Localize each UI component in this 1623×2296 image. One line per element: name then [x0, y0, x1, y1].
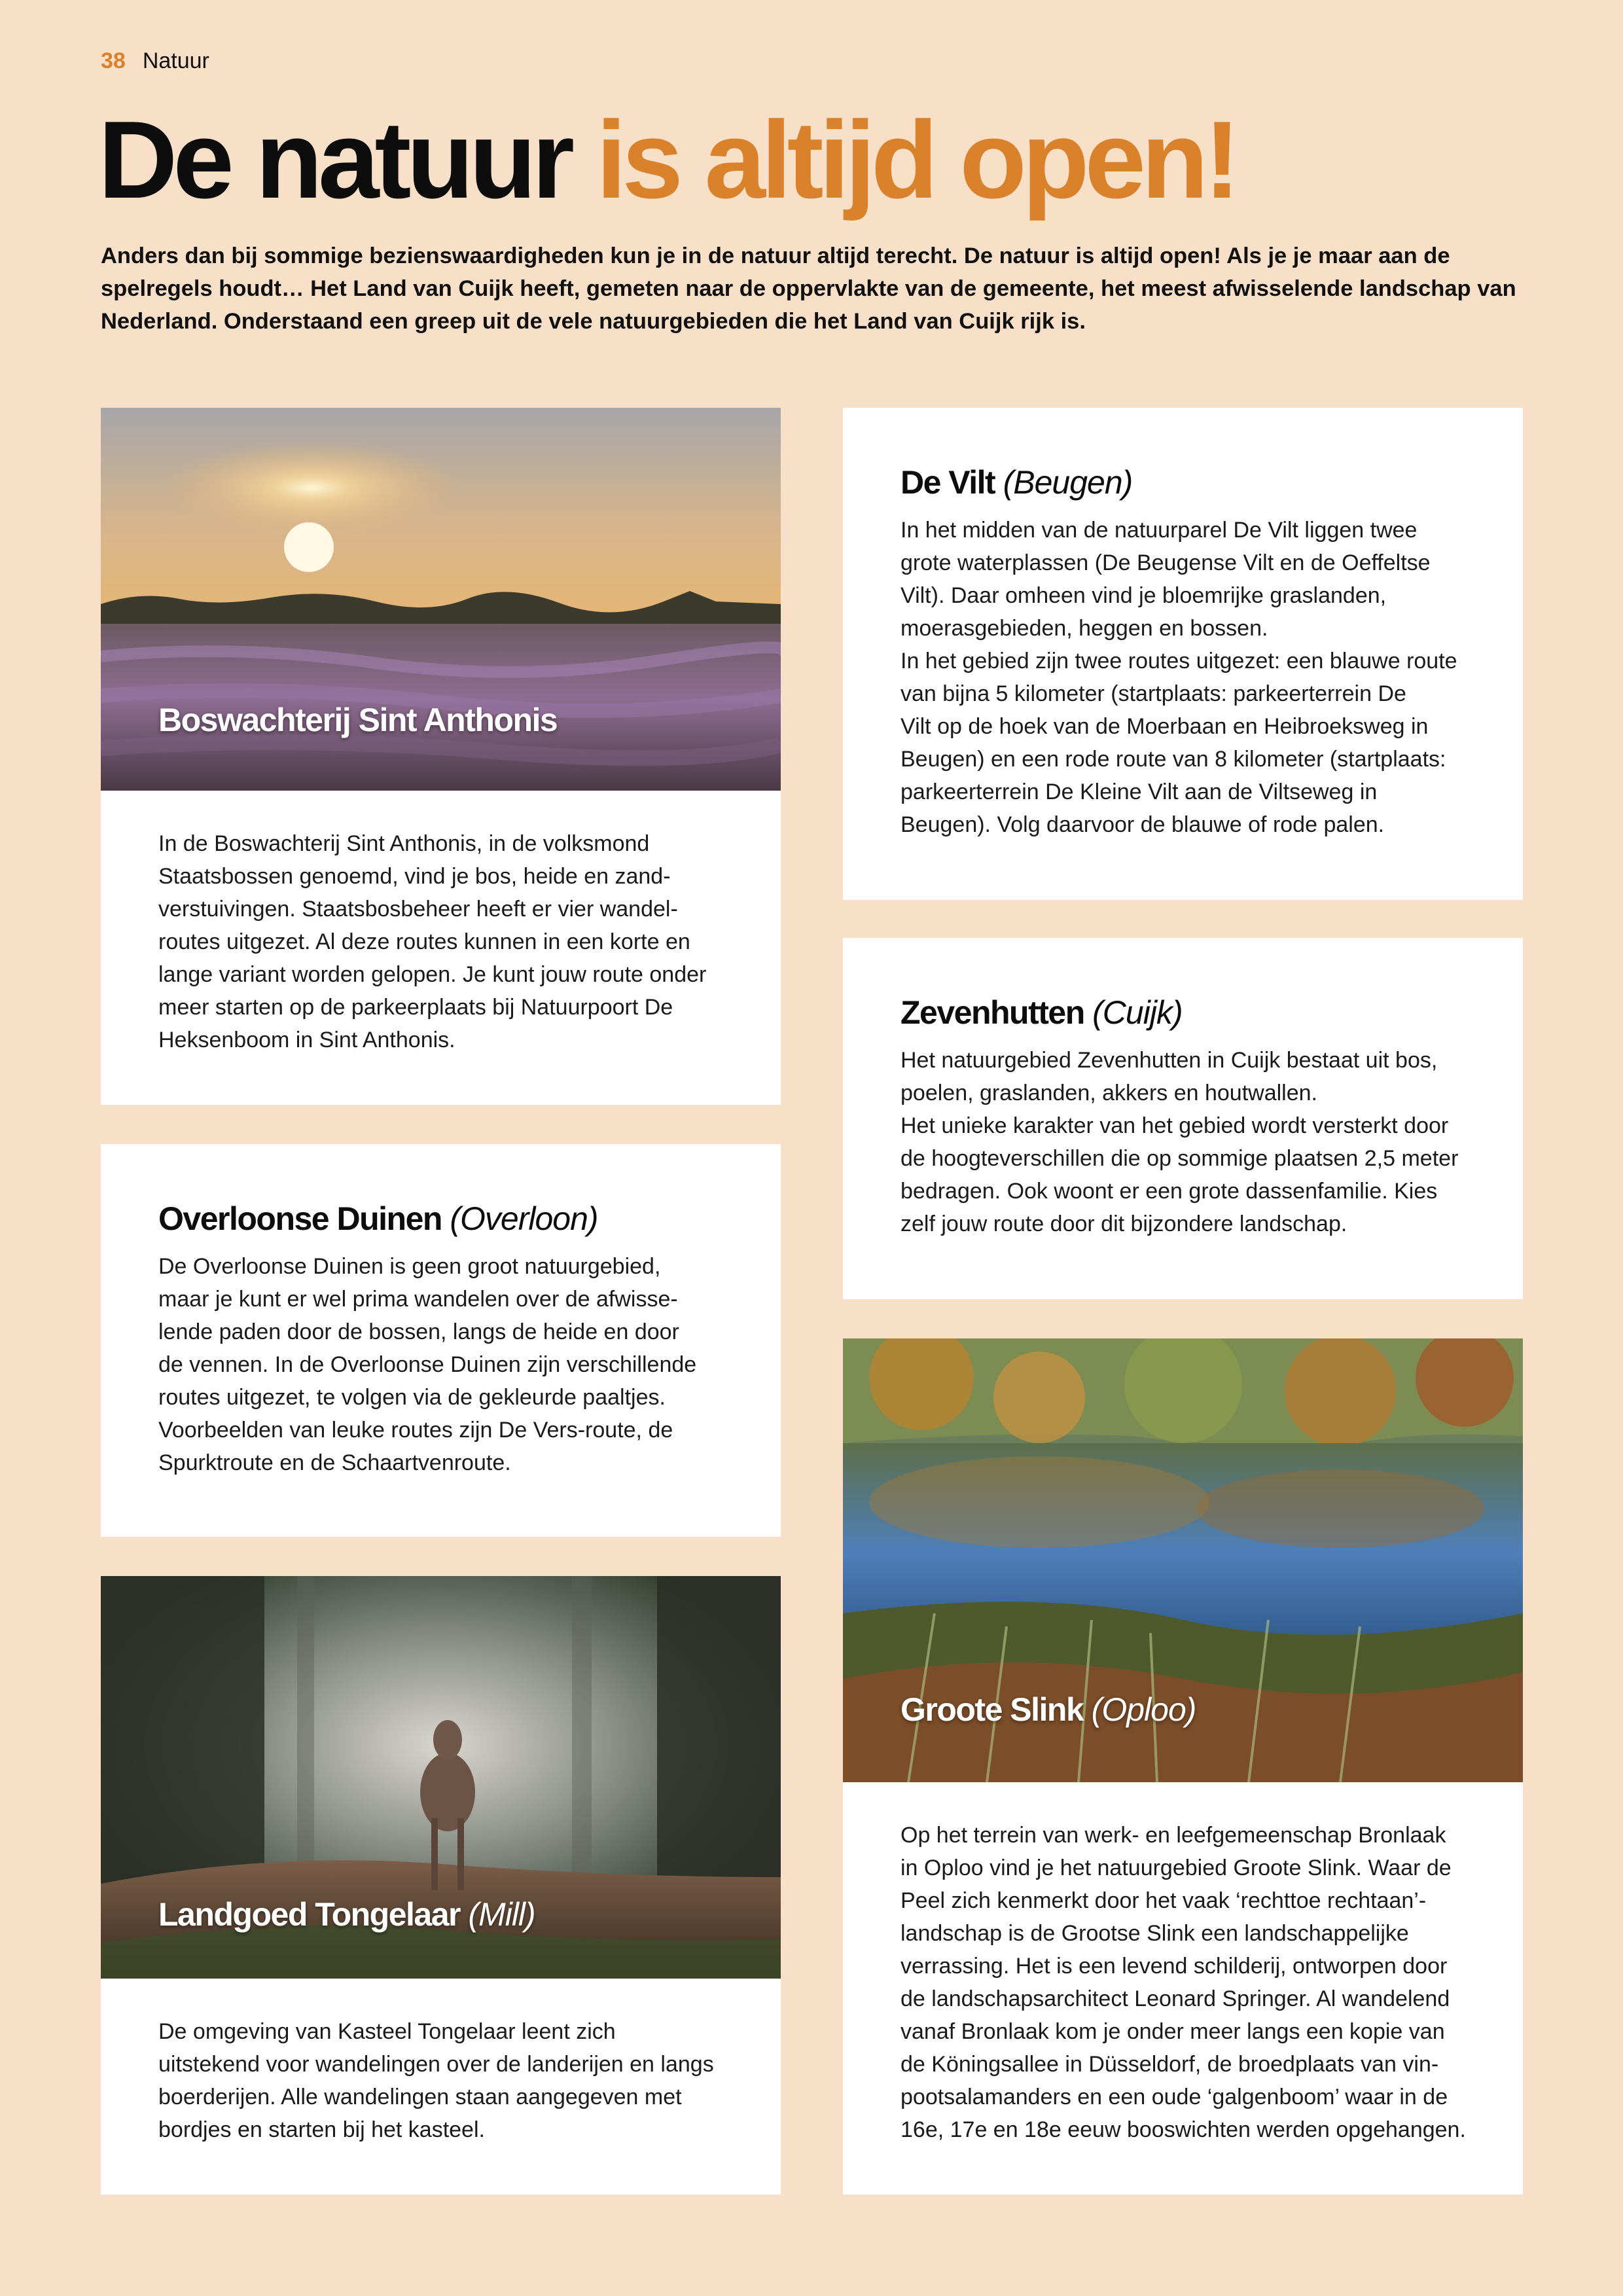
overloonse-title: Overloonse Duinen [158, 1200, 442, 1237]
vilt-location: (Beugen) [1003, 464, 1133, 501]
zevenhutten-location: (Cuijk) [1092, 994, 1183, 1031]
section-label: Natuur [142, 48, 209, 73]
tongelaar-title: Landgoed Tongelaar [158, 1896, 460, 1933]
overloonse-heading [158, 1198, 735, 1240]
vilt-title: De Vilt [901, 464, 995, 501]
boswachterij-text: In de Boswachterij Sint Anthonis, in de volksmond Staatsbossen genoemd, vind je bos, heide en zand- verstuivingen. Staatsbosbeheer heeft er vier wandel- routes uitgezet. Al deze routes kunnen in een korte en lange variant worden gelopen. Je kunt jouw route onder meer starten op de parkeerplaats bij Natuurpoort De Heksenboom in Sint Anthonis. [158, 831, 707, 1052]
tongelaar-heading [158, 1893, 535, 1935]
intro-paragraph: Anders dan bij sommige bezienswaardigheden kun je in de natuur altijd terecht. De natuur is altijd open! Als je je maar aan de spelregels houdt… Het Land van Cuijk heeft, gemeten naar de oppervlakte van de gemeente, het meest afwisselende landschap van Nederland. Onderstaand een greep uit de vele natuurgebieden die het Land van Cuijk rijk is. [101, 243, 1516, 334]
vilt-text: In het midden van de natuurparel De Vilt liggen twee grote waterplassen (De Beugense Vilt en de Oeffeltse Vilt). Daar omheen vind je bloemrijke graslanden, moerasgebieden, heggen en bossen. In het gebied zijn twee routes uitgezet: een blauwe route van bijna 5 kilometer (startplaats: parkeerterrein De Vilt op de hoek van de Moerbaan en Heibroeksweg in Beugen) en een rode route van 8 kilometer (startplaats: parkeerterrein De Kleine Vilt aan de Viltseweg in Beugen). Volg daarvoor de blauwe of rode palen. [901, 518, 1457, 837]
groote-slink-card [843, 1782, 1523, 2195]
overloonse-card [101, 1144, 781, 1537]
boswachterij-title: Boswachterij Sint Anthonis [158, 702, 558, 738]
tongelaar-card [101, 1979, 781, 2195]
groote-slink-location: (Oploo) [1091, 1691, 1196, 1728]
zevenhutten-heading [901, 992, 1490, 1033]
tongelaar-location: (Mill) [468, 1896, 535, 1933]
overloonse-text: De Overloonse Duinen is geen groot natuurgebied, maar je kunt er wel prima wandelen over de afwisse- lende paden door de bossen, langs de heide en door de vennen. In de Overloonse Duinen zijn verschillende routes uitgezet, te volgen via de gekleurde paaltjes. Voorbeelden van leuke routes zijn De Vers-route, de Spurktroute en de Schaartvenroute. [158, 1254, 697, 1475]
vilt-heading [901, 461, 1484, 503]
groote-slink-heading [901, 1689, 1196, 1731]
tongelaar-text: De omgeving van Kasteel Tongelaar leent zich uitstekend voor wandelingen over de landerijen en langs boerderijen. Alle wandelingen staan aangegeven met bordjes en starten bij het kasteel. [158, 2019, 714, 2142]
zevenhutten-text: Het natuurgebied Zevenhutten in Cuijk bestaat uit bos, poelen, graslanden, akkers en houtwallen. Het unieke karakter van het gebied wordt versterkt door de hoogteverschillen die op sommige plaatsen 2,5 meter bedragen. Ook woont er een grote dassenfamilie. Kies zelf jouw route door dit bijzondere landschap. [901, 1048, 1459, 1236]
zevenhutten-title: Zevenhutten [901, 994, 1084, 1031]
overloonse-location: (Overloon) [450, 1200, 598, 1237]
zevenhutten-card [843, 938, 1523, 1299]
boswachterij-photo [101, 408, 781, 791]
groote-slink-title: Groote Slink [901, 1691, 1084, 1728]
title-part-1: De natuur [98, 98, 571, 221]
page-number: 38 [101, 48, 126, 73]
vilt-card [843, 408, 1523, 900]
boswachterij-card [101, 791, 781, 1105]
groote-slink-text: Op het terrein van werk- en leefgemeenschap Bronlaak in Oploo vind je het natuurgebied Groote Slink. Waar de Peel zich kenmerkt door het vaak ‘rechttoe rechtaan’- landschap is de Grootse Slink een landschappelijke verrassing. Het is een levend schilderij, ontworpen door de landschapsarchitect Leonard Springer. Al wandelend vanaf Bronlaak kom je onder meer langs een kopie van de Köningsallee in Düsseldorf, de broedplaats van vin- pootsalamanders en een oude ‘galgenboom’ waar in de 16e, 17e en 18e eeuw booswichten werden opgehangen. [901, 1823, 1466, 2142]
tongelaar-photo [101, 1576, 781, 1979]
groote-slink-photo [843, 1338, 1523, 1782]
title-part-2: is altijd open! [596, 98, 1236, 221]
running-header [101, 48, 209, 74]
page-title [98, 98, 1236, 221]
